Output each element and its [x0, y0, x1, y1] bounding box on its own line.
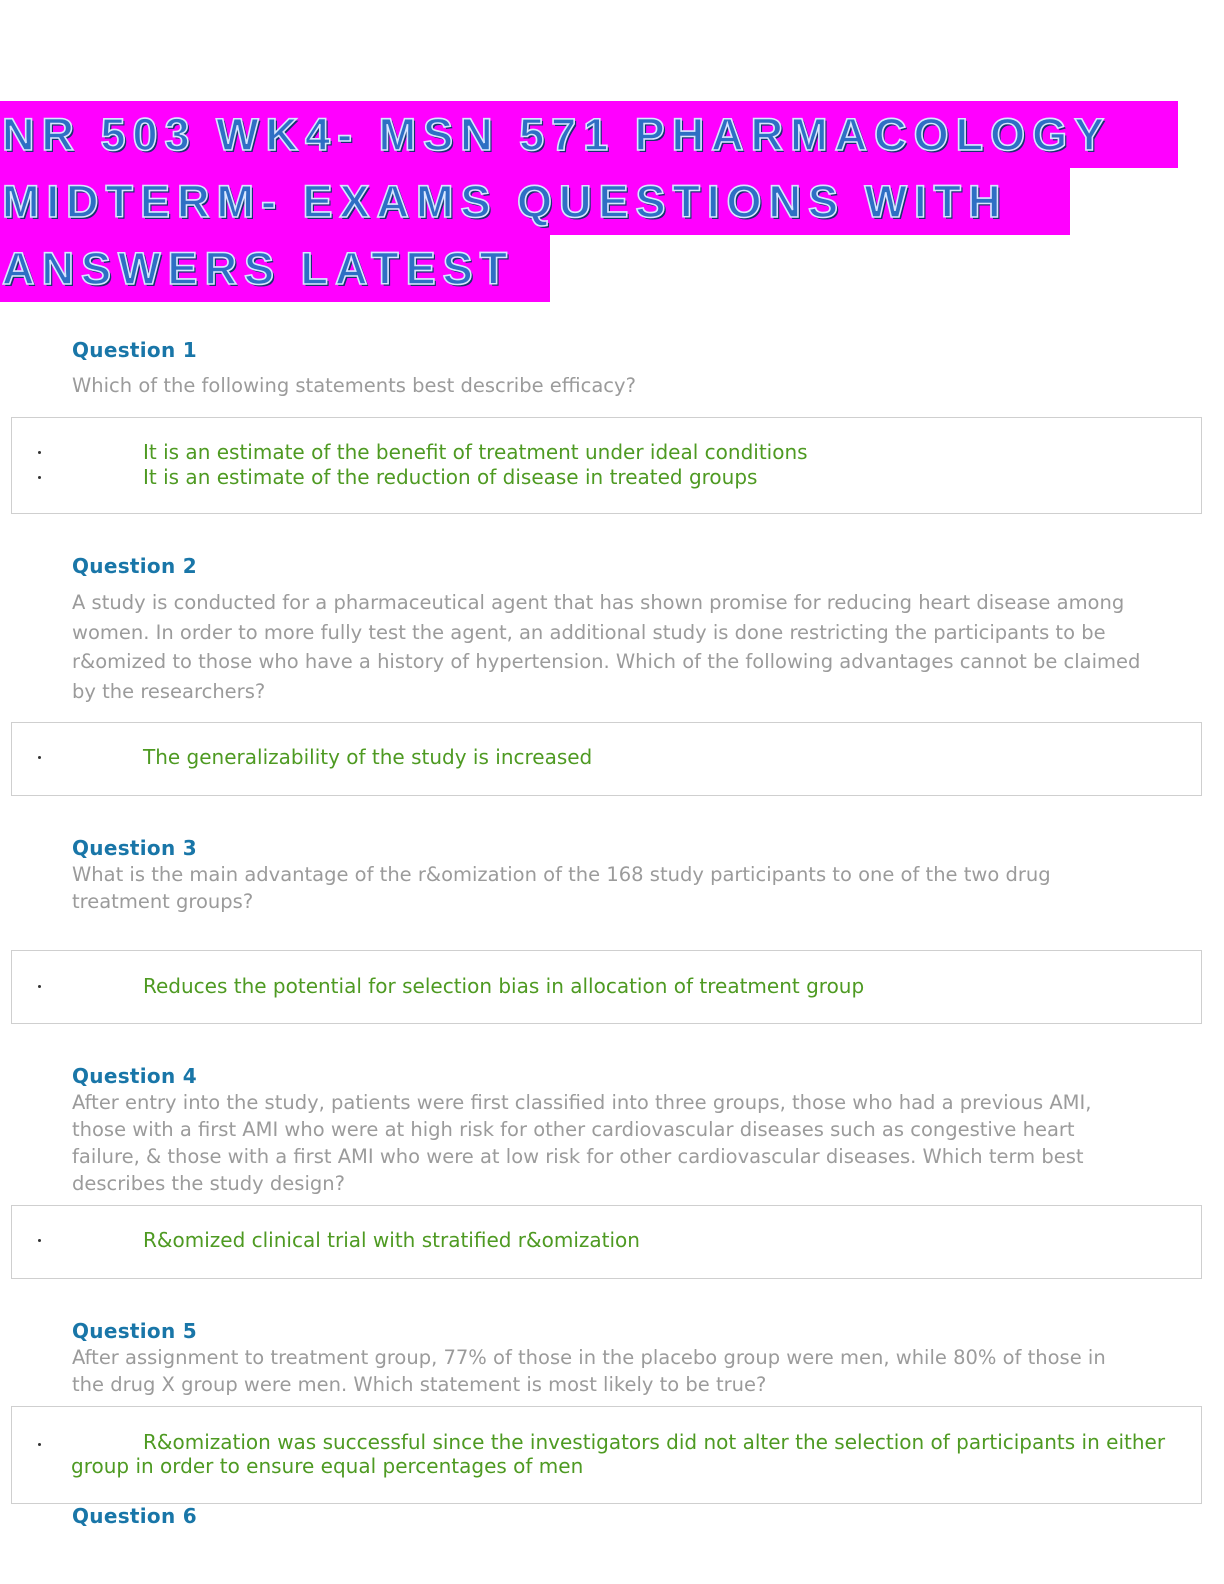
- question-4-text: After entry into the study, patients were first classified into three groups, those who had a previous AMI, those with a first AMI who were at high risk for other cardiovascular diseases such as congestive heart failure, & those with a first AMI who were at low risk for other cardiovascular diseases. Which term best describes the study design?: [72, 1091, 1092, 1195]
- question-5-text: After assignment to treatment group, 77% of those in the placebo group were men, while 80% of those in the drug X group were men. Which statement is most likely to be true?: [72, 1346, 1106, 1396]
- answer-item: [12, 440, 1201, 465]
- answer-text: R&omization was successful since the investigators did not alter the selection of participants in either group in order to ensure equal percentages of men: [71, 1430, 1166, 1478]
- answer-text: It is an estimate of the benefit of treatment under ideal conditions: [143, 440, 808, 464]
- title-line-1: NR 503 WK4- MSN 571 PHARMACOLOGY: [0, 101, 1178, 168]
- bullet-icon: [38, 756, 41, 759]
- bullet-icon: [38, 1239, 41, 1242]
- question-1-text: Which of the following statements best describe efficacy?: [72, 374, 636, 397]
- answer-item: [12, 974, 1201, 999]
- question-6-label: Question 6: [72, 1504, 197, 1528]
- question-3-label: Question 3: [72, 836, 197, 860]
- answer-item: [12, 465, 1201, 490]
- question-2-answer-box: [11, 722, 1202, 796]
- question-3-answer-box: [11, 950, 1202, 1024]
- question-5-label: Question 5: [72, 1319, 197, 1343]
- title-line-3: ANSWERS LATEST: [0, 235, 550, 302]
- answer-text: It is an estimate of the reduction of disease in treated groups: [143, 465, 758, 489]
- bullet-icon: [38, 476, 41, 479]
- answer-text: R&omized clinical trial with stratified r&omization: [143, 1228, 640, 1252]
- bullet-icon: [38, 985, 41, 988]
- question-2-label: Question 2: [72, 554, 197, 578]
- title-line-2: MIDTERM- EXAMS QUESTIONS WITH: [0, 168, 1070, 235]
- question-1-label: Question 1: [72, 338, 197, 362]
- question-2-text: A study is conducted for a pharmaceutical agent that has shown promise for reducing heart disease among women. In order to more fully test the agent, an additional study is done restricting the participants to be r&omized to those who have a history of hypertension. Which of the following advantages cannot be claimed by the researchers?: [72, 591, 1141, 703]
- answer-item: [12, 745, 1201, 770]
- question-5-answer-box: [11, 1406, 1202, 1504]
- bullet-icon: [38, 451, 41, 454]
- question-4-label: Question 4: [72, 1064, 197, 1088]
- question-4-answer-box: [11, 1205, 1202, 1279]
- answer-item: [12, 1228, 1201, 1253]
- answer-text: The generalizability of the study is increased: [143, 745, 593, 769]
- answer-text: Reduces the potential for selection bias in allocation of treatment group: [143, 974, 865, 998]
- question-1-answer-box: [11, 417, 1202, 514]
- question-3-text: What is the main advantage of the r&omization of the 168 study participants to one of the two drug treatment groups?: [72, 863, 1051, 913]
